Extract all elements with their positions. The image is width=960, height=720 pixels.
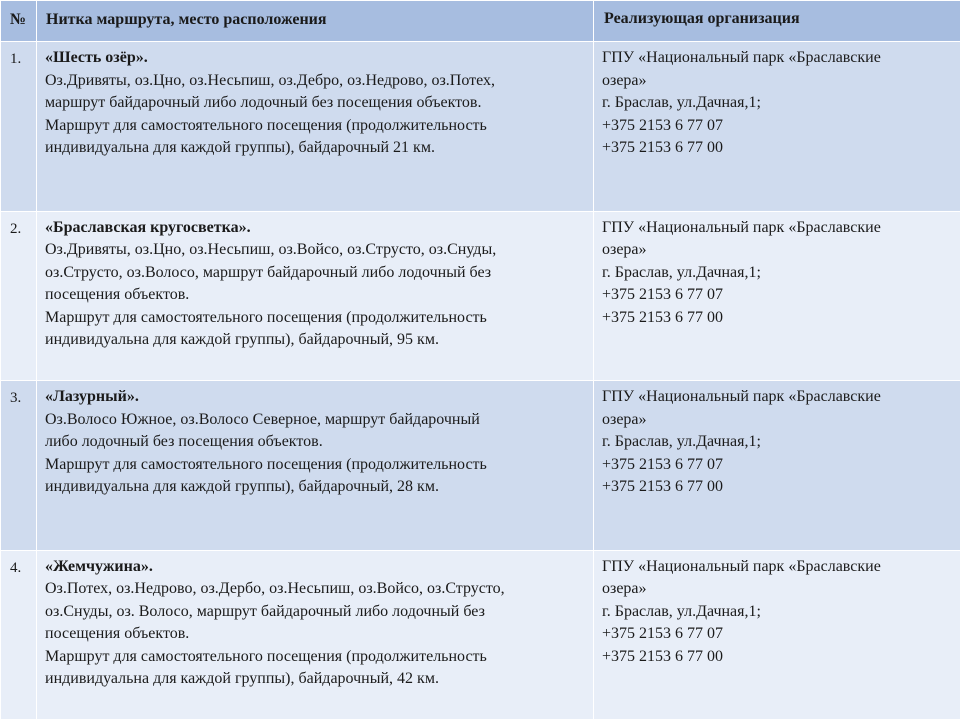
table-row bbox=[1, 550, 960, 720]
route-description-line: маршрут байдарочный либо лодочный без посещения объектов. bbox=[45, 94, 482, 111]
route-number: 3. bbox=[10, 390, 22, 406]
route-description-line: Маршрут для самостоятельного посещения (продолжительность bbox=[45, 455, 487, 473]
organization-line: +375 2153 6 77 00 bbox=[602, 308, 724, 326]
organization-line: +375 2153 6 77 07 bbox=[602, 116, 724, 134]
route-name: «Браславская кругосветка». bbox=[45, 218, 251, 236]
organization-line: +375 2153 6 77 07 bbox=[602, 286, 724, 303]
organization-line: +375 2153 6 77 07 bbox=[602, 625, 724, 642]
organization-line: ГПУ «Национальный парк «Браславские bbox=[602, 557, 881, 575]
header-number: № bbox=[1, 1, 37, 42]
route-number: 1. bbox=[10, 51, 22, 67]
route-description-line: оз.Струсто, оз.Волосо, маршрут байдарочный либо лодочный без bbox=[45, 263, 492, 281]
route-description-line: либо лодочный без посещения объектов. bbox=[45, 433, 323, 450]
table-row bbox=[1, 42, 960, 212]
route-name: «Жемчужина». bbox=[45, 557, 153, 575]
route-description-line: оз.Снуды, оз. Волосо, маршрут байдарочный либо лодочный без bbox=[45, 602, 485, 620]
organization-line: г. Браслав, ул.Дачная,1; bbox=[602, 263, 761, 281]
route-description-cell bbox=[37, 381, 594, 551]
route-number: 4. bbox=[10, 559, 22, 576]
table-header-row bbox=[1, 1, 960, 42]
route-name: «Лазурный». bbox=[45, 388, 139, 405]
route-description-line: индивидуальна для каждой группы), байдарочный, 28 км. bbox=[45, 478, 439, 495]
organization-line: +375 2153 6 77 00 bbox=[602, 647, 724, 665]
route-number-cell bbox=[1, 211, 37, 381]
organization-line: озера» bbox=[602, 580, 647, 597]
route-description-line: индивидуальна для каждой группы), байдарочный 21 км. bbox=[45, 139, 435, 156]
organization-line: +375 2153 6 77 00 bbox=[602, 478, 724, 495]
organization-cell bbox=[594, 211, 960, 381]
route-description-line: индивидуальна для каждой группы), байдарочный, 95 км. bbox=[45, 331, 439, 348]
route-description-line: Маршрут для самостоятельного посещения (продолжительность bbox=[45, 647, 487, 665]
organization-line: озера» bbox=[602, 410, 647, 428]
route-number: 2. bbox=[10, 220, 22, 237]
route-description-cell bbox=[37, 42, 594, 212]
organization-cell bbox=[594, 550, 960, 720]
route-description-line: Маршрут для самостоятельного посещения (продолжительность bbox=[45, 308, 487, 326]
route-description-line: посещения объектов. bbox=[45, 625, 190, 642]
route-description-line: посещения объектов. bbox=[45, 286, 190, 303]
route-description-cell bbox=[37, 211, 594, 381]
route-number-cell bbox=[1, 381, 37, 551]
route-name: «Шесть озёр». bbox=[45, 49, 148, 66]
organization-line: озера» bbox=[602, 71, 647, 89]
route-number-cell bbox=[1, 42, 37, 212]
header-route: Нитка маршрута, место расположения bbox=[37, 1, 594, 42]
route-description-line: Оз.Дривяты, оз.Цно, оз.Несьпиш, оз.Дебро, оз.Недрово, оз.Потех, bbox=[45, 71, 496, 89]
organization-line: озера» bbox=[602, 241, 647, 258]
table-row bbox=[1, 211, 960, 381]
route-description-line: Оз.Волосо Южное, оз.Волосо Северное, маршрут байдарочный bbox=[45, 410, 480, 428]
organization-line: ГПУ «Национальный парк «Браславские bbox=[602, 218, 881, 236]
route-description-line: индивидуальна для каждой группы), байдарочный, 42 км. bbox=[45, 670, 439, 687]
header-organization: Реализующая организация bbox=[594, 1, 960, 42]
organization-line: +375 2153 6 77 00 bbox=[602, 139, 724, 156]
organization-cell bbox=[594, 42, 960, 212]
organization-line: +375 2153 6 77 07 bbox=[602, 455, 724, 473]
route-number-cell bbox=[1, 550, 37, 720]
route-description-line: Оз.Дривяты, оз.Цно, оз.Несьпиш, оз.Войсо, оз.Струсто, оз.Снуды, bbox=[45, 241, 497, 258]
route-description-line: Оз.Потех, оз.Недрово, оз.Дербо, оз.Несьпиш, оз.Войсо, оз.Струсто, bbox=[45, 580, 505, 597]
organization-cell bbox=[594, 381, 960, 551]
route-description-line: Маршрут для самостоятельного посещения (продолжительность bbox=[45, 116, 487, 134]
organization-line: г. Браслав, ул.Дачная,1; bbox=[602, 602, 761, 620]
organization-line: г. Браслав, ул.Дачная,1; bbox=[602, 433, 761, 450]
organization-line: ГПУ «Национальный парк «Браславские bbox=[602, 388, 881, 405]
organization-line: г. Браслав, ул.Дачная,1; bbox=[602, 94, 761, 111]
organization-line: ГПУ «Национальный парк «Браславские bbox=[602, 49, 881, 66]
route-description-cell bbox=[37, 550, 594, 720]
table-row bbox=[1, 381, 960, 551]
